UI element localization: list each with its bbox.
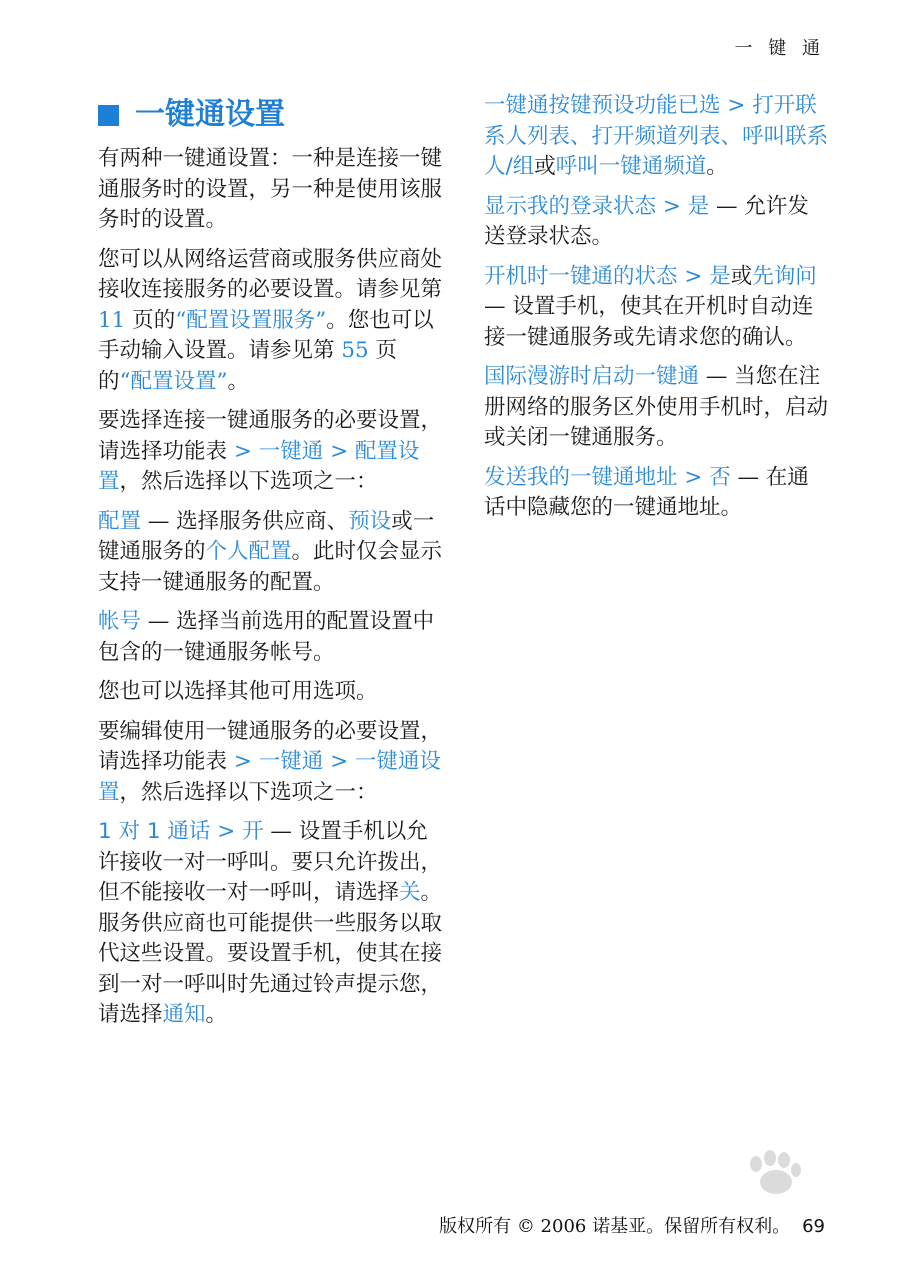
config-source-paragraph: 您可以从网络运营商或服务供应商处接收连接服务的必要设置。请参见第 11 页的“配置设置服务”。您也可以手动输入设置。请参见第 55 页的“配置设置”。 [98, 246, 443, 394]
section-title-text: 一键通设置 [135, 97, 285, 132]
option-no[interactable]: 否 [709, 464, 731, 490]
option-send-address: 发送我的一键通地址 > 否 — 在通话中隐藏您的一键通地址。 [484, 464, 809, 520]
option-personal-config[interactable]: 个人配置 [205, 539, 292, 564]
option-preset[interactable]: 预设 [348, 508, 392, 534]
edit-settings-paragraph: 要编辑使用一键通服务的必要设置，请选择功能表 > 一键通 > 一键通设置，然后选择以下选项之一： [98, 718, 443, 805]
option-one-to-one-call: 1 对 1 通话 > 开 — 设置手机以允许接收一对一呼叫。要只允许拨出，但不能接收一对一呼叫，请选择关。服务供应商也可能提供一些服务以取代这些设置。要设置手机，使其在接到一对一呼叫时先通过铃声提示您，请选择通知。 [98, 819, 443, 1027]
link-config-settings[interactable]: “配置设置” [119, 368, 228, 394]
option-account: 帐号 — 选择当前选用的配置设置中包含的一键通服务帐号。 [98, 609, 435, 665]
option-call-contact-group[interactable]: 呼叫联系人/组 [484, 123, 829, 179]
copyright-text: 版权所有 © 2006 诺基亚。保留所有权利。 [439, 1216, 791, 1237]
intro-paragraph: 有两种一键通设置：一种是连接一键通服务时的设置，另一种是使用该服务时的设置。 [98, 146, 443, 232]
menu-path-config-settings[interactable]: 配置设置 [98, 438, 420, 494]
other-options-paragraph: 您也可以选择其他可用选项。 [98, 679, 378, 704]
menu-path-ptt[interactable]: 一键通 [258, 438, 324, 464]
menu-path-ptt-2[interactable]: 一键通 [258, 749, 324, 774]
option-roaming: 国际漫游时启动一键通 — 当您在注册网络的服务区外使用手机时，启动或关闭一键通服务。 [484, 364, 829, 450]
option-show-login-status: 显示我的登录状态 > 是 — 允许发送登录状态。 [484, 193, 809, 249]
menu-label: 功能表 [162, 438, 228, 464]
option-term-config[interactable]: 配置 [98, 508, 142, 534]
link-config-settings-service[interactable]: “配置设置服务” [175, 307, 327, 333]
right-column [484, 91, 829, 533]
option-term-login-status[interactable]: 显示我的登录状态 [484, 193, 657, 219]
option-term-startup[interactable]: 开机时一键通的状态 [484, 263, 678, 289]
running-header: 一 键 通 [734, 38, 825, 59]
page-ref-11[interactable]: 11 [98, 307, 126, 333]
option-on[interactable]: 开 [242, 819, 264, 844]
option-notify[interactable]: 通知 [162, 1002, 206, 1027]
section-title [98, 96, 443, 134]
option-yes-2[interactable]: 是 [709, 263, 731, 289]
option-ask-first[interactable]: 先询问 [752, 263, 817, 289]
option-term-ptt-key[interactable]: 一键通按键预设功能已选 [484, 93, 721, 118]
option-term-one-to-one[interactable]: 1 对 1 通话 [98, 819, 211, 844]
paw-watermark-icon [650, 1150, 830, 1206]
option-term-roaming[interactable]: 国际漫游时启动一键通 [484, 364, 700, 389]
square-bullet-icon [98, 105, 119, 126]
option-call-ptt-channel[interactable]: 呼叫一键通频道 [555, 154, 707, 179]
option-open-channels[interactable]: 打开频道列表 [591, 123, 721, 149]
left-column [98, 96, 443, 1040]
menu-label-2: 功能表 [162, 749, 228, 774]
option-open-contacts[interactable]: 打开联系人列表 [484, 93, 817, 149]
option-ptt-key-default: 一键通按键预设功能已选 > 打开联系人列表、打开频道列表、呼叫联系人/组或呼叫一键通频道。 [484, 93, 829, 179]
option-config: 配置 — 选择服务供应商、预设或一键通服务的个人配置。此时仅会显示支持一键通服务的配置。 [98, 508, 443, 595]
page-number: 69 [802, 1216, 825, 1237]
page-footer [439, 1212, 825, 1238]
option-startup-status: 开机时一键通的状态 > 是或先询问 — 设置手机，使其在开机时自动连接一键通服务或先请求您的确认。 [484, 263, 817, 350]
option-term-account[interactable]: 帐号 [98, 609, 142, 634]
menu-path-ptt-settings[interactable]: 一键通设置 [98, 749, 441, 805]
option-off[interactable]: 关 [399, 880, 421, 905]
option-term-send-address[interactable]: 发送我的一键通地址 [484, 464, 678, 490]
page-ref-55[interactable]: 55 [341, 338, 369, 363]
select-connect-settings-paragraph: 要选择连接一键通服务的必要设置，请选择功能表 > 一键通 > 配置设置，然后选择以下选项之一： [98, 408, 443, 494]
option-yes[interactable]: 是 [687, 193, 710, 219]
